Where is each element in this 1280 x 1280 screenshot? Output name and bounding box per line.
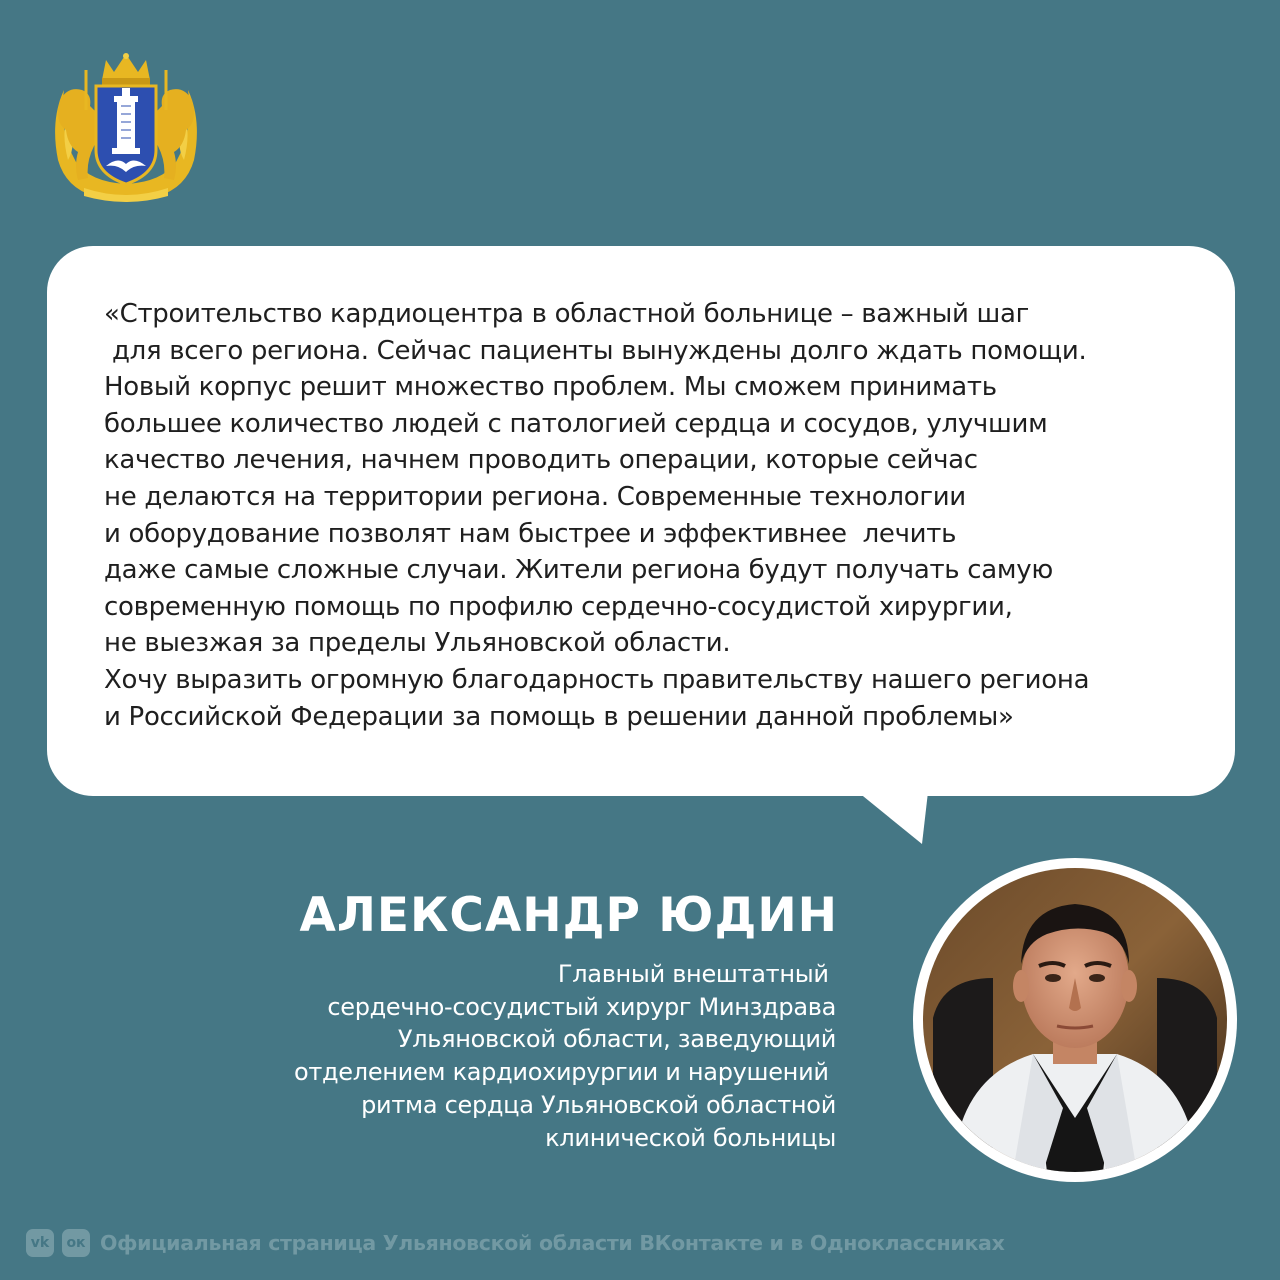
- quote-line: современную помощь по профилю сердечно-сосудистой хирургии,: [104, 591, 1013, 622]
- quote-line: «Строительство кардиоцентра в областной больнице – важный шаг: [104, 299, 1030, 329]
- quote-line: не делаются на территории региона. Современные технологии: [104, 481, 966, 512]
- vk-icon[interactable]: vk: [26, 1229, 54, 1257]
- footer-text: Официальная страница Ульяновской области ВКонтакте и в Одноклассниках: [100, 1231, 1005, 1255]
- role-line: клинической больницы: [545, 1123, 836, 1152]
- odnoklassniki-icon[interactable]: ок: [62, 1229, 90, 1257]
- role-line: отделением кардиохирургии и нарушений: [293, 1058, 836, 1087]
- portrait-photo: [923, 868, 1227, 1172]
- quote-line: даже самые сложные случаи. Жители региона будут получать самую: [104, 555, 1053, 586]
- quote-line: большее количество людей с патологией сердца и сосудов, улучшим: [104, 408, 1048, 439]
- quote-text: [104, 296, 1214, 735]
- quote-line: и оборудование позволят нам быстрее и эффективнее лечить: [104, 518, 957, 549]
- role-line: сердечно-сосудистый хирург Минздрава: [327, 992, 836, 1021]
- role-line: Ульяновской области, заведующий: [397, 1025, 836, 1054]
- avatar: [913, 858, 1237, 1182]
- coat-of-arms-icon: [44, 50, 208, 205]
- role-line: Главный внештатный: [557, 960, 836, 988]
- quote-line: Новый корпус решит множество проблем. Мы сможем принимать: [104, 372, 997, 403]
- quote-line: для всего региона. Сейчас пациенты вынуждены долго ждать помощи.: [104, 335, 1087, 366]
- person-role: [294, 958, 836, 1154]
- bubble-tail: [858, 792, 928, 844]
- quote-line: Хочу выразить огромную благодарность правительству нашего региона: [104, 664, 1090, 695]
- person-name: АЛЕКСАНДР ЮДИН: [299, 888, 838, 943]
- quote-line: и Российской Федерации за помощь в решении данной проблемы»: [104, 701, 1014, 732]
- role-line: ритма сердца Ульяновской областной: [361, 1090, 836, 1119]
- quote-line: не выезжая за пределы Ульяновской области.: [104, 628, 731, 659]
- footer: [26, 1228, 1005, 1258]
- quote-line: качество лечения, начнем проводить операции, которые сейчас: [104, 445, 978, 476]
